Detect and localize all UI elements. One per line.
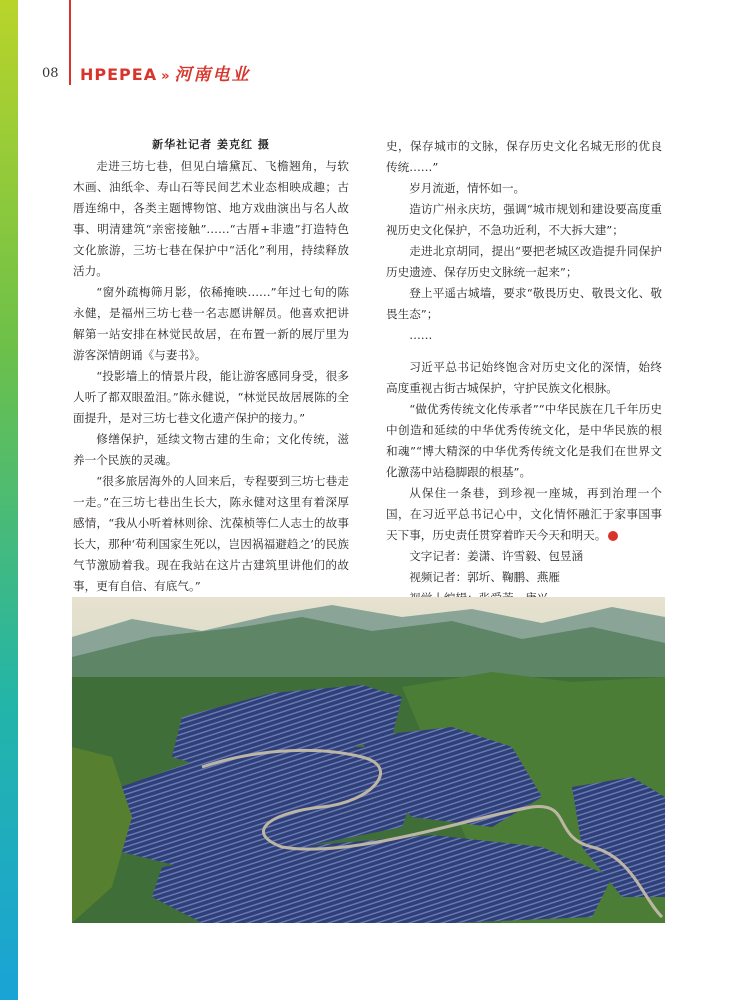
paragraph: “投影墙上的情景片段，能让游客感同身受，很多人听了都双眼盈泪。”陈永健说，“林觉民故居展陈的全面提升，是对三坊七巷文化遗产保护的接力。” (73, 369, 349, 425)
paragraph: 史，保存城市的文脉，保存历史文化名城无形的优良传统……” (386, 139, 662, 174)
paragraph: “窗外疏梅筛月影，依稀掩映……”年过七旬的陈永健，是福州三坊七巷一名志愿讲解员。他喜欢把讲解第一站安排在林觉民故居，在布置一新的展厅里为游客深情朗诵《与妻书》。 (73, 285, 349, 362)
brand-latin: HPEPEA (80, 65, 158, 84)
paragraph: 造访广州永庆坊，强调“城市规划和建设要高度重视历史文化保护，不急功近利，不大拆大建”； (386, 202, 662, 237)
paragraph: 修缮保护，延续文物古建的生命；文化传统，滋养一个民族的灵魂。 (73, 432, 349, 467)
side-color-bar (0, 0, 18, 1000)
credit-video-reporters: 视频记者：郭圻、鞠鹏、燕雁 (409, 570, 560, 584)
article-column-left (73, 134, 349, 660)
closing-text: 从保住一条巷，到珍视一座城，再到治理一个国，在习近平总书记心中，文化情怀融汇于家事国事天下事，历史责任贯穿着昨天今天和明天。 (386, 486, 662, 542)
byline: 新华社记者 姜克红 摄 (152, 138, 270, 151)
paragraph: “做优秀传统文化传承者”“中华民族在几千年历史中创造和延续的中华优秀传统文化，是中华民族的根和魂”“博大精深的中华优秀传统文化是我们在世界文化激荡中站稳脚跟的根基”。 (386, 402, 662, 479)
end-mark-icon (608, 531, 618, 541)
paragraph: 岁月流逝，情怀如一。 (409, 181, 526, 195)
brand-logo (80, 60, 251, 85)
paragraph (386, 483, 662, 546)
paragraph: 走进北京胡同，提出“要把老城区改造提升同保护历史遗迹、保存历史文脉统一起来”； (386, 244, 662, 279)
page-number: 08 (42, 66, 59, 81)
paragraph: “很多旅居海外的人回来后，专程要到三坊七巷走一走。”在三坊七巷出生长大，陈永健对这里有着深厚感情，“我从小听着林则徐、沈葆桢等仁人志士的故事长大，那种‘苟利国家生死以，岂因祸福避趋之’的民族气节激励着我。现在我站在这片古建筑里讲他们的故事，更有自信、有底气。” (73, 474, 349, 593)
brand-separator: » (161, 69, 171, 84)
paragraph: 登上平遥古城墙，要求“敬畏历史、敬畏文化、敬畏生态”； (386, 286, 662, 321)
paragraph: 习近平总书记始终饱含对历史文化的深情，始终高度重视古街古城保护，守护民族文化根脉。 (386, 360, 662, 395)
header-rule (69, 0, 71, 85)
paragraph: 走进三坊七巷，但见白墙黛瓦、飞檐翘角，与软木画、油纸伞、寿山石等民间艺术业态相映成趣；古厝连绵中，各类主题博物馆、地方戏曲演出与名人故事、明清建筑“亲密接触”……“古厝+非遗”打造特色文化旅游，三坊七巷在保护中“活化”利用，持续释放活力。 (73, 159, 349, 278)
brand-cn: 河南电业 (174, 65, 251, 85)
solar-farm-photo (72, 597, 665, 923)
paragraph: …… (409, 328, 433, 342)
credit-text-reporters: 文字记者：姜潇、许雪毅、包昱涵 (409, 549, 584, 563)
article-column-right (386, 136, 662, 630)
